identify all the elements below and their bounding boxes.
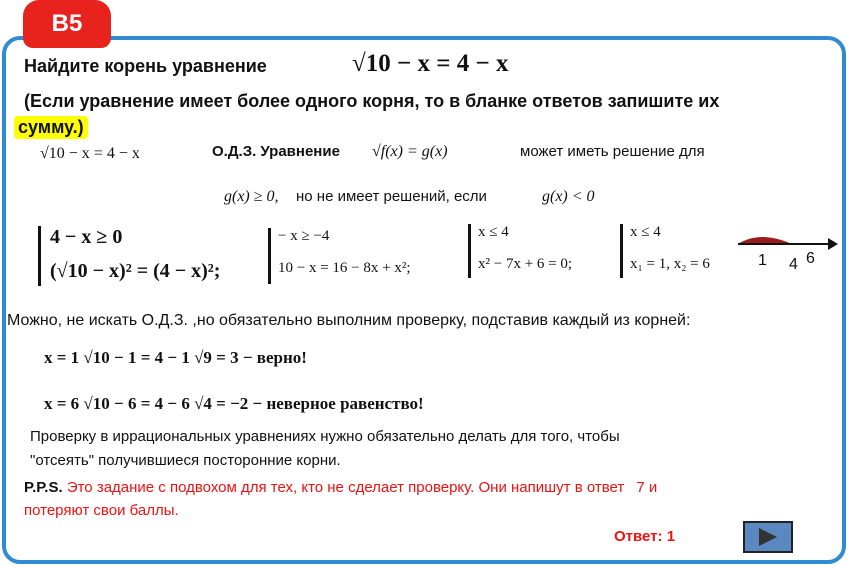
- system-3-line-2: x² − 7x + 6 = 0;: [478, 256, 573, 272]
- check-row-1: x = 1 √10 − 1 = 4 − 1 √9 = 3 − верно!: [44, 348, 307, 367]
- note-line-2: "отсеять" получившиеся посторонние корни.: [30, 452, 341, 469]
- system-1-line-2: (√10 − x)² = (4 − x)²;: [50, 260, 221, 282]
- task-note-line: (Если уравнение имеет более одного корня, то в бланке ответов запишите их: [24, 91, 720, 111]
- answer-label: Ответ: 1: [614, 528, 676, 545]
- odz-text-1: может иметь решение для: [520, 143, 705, 160]
- system-4-line-1: x ≤ 4: [630, 224, 661, 240]
- condition-1: g(x) ≥ 0,: [224, 188, 279, 205]
- pps-text-and: и: [648, 479, 658, 496]
- task-tab: [23, 0, 111, 48]
- point-6-label: 6: [806, 250, 815, 267]
- system-brace-2: [268, 228, 271, 284]
- note-line-1: Проверку в иррациональных уравнениях нужно обязательно делать для того, чтобы: [30, 428, 620, 445]
- arrow-head-icon: [828, 238, 838, 250]
- point-4-label: 4: [789, 256, 798, 273]
- system-2-line-1: − x ≥ −4: [278, 228, 330, 244]
- main-equation: √10 − x = 4 − x: [352, 50, 509, 77]
- check-row-2: x = 6 √10 − 6 = 4 − 6 √4 = −2 − неверное равенство!: [44, 394, 424, 413]
- system-3-line-1: x ≤ 4: [478, 224, 509, 240]
- system-1-line-1: 4 − x ≥ 0: [50, 226, 123, 248]
- system-4-line-2: x₁ = 1, x₂ = 6: [630, 256, 710, 272]
- task-prompt: Найдите корень уравнение: [24, 56, 267, 76]
- odz-label: О.Д.З. Уравнение: [212, 143, 340, 160]
- check-intro: Можно, не искать О.Д.З. ,но обязательно выполним проверку, подставив каждый из корней:: [7, 312, 691, 329]
- next-slide-button[interactable]: [743, 521, 793, 553]
- system-2-line-2: 10 − x = 16 − 8x + x²;: [278, 260, 411, 276]
- system-brace-3: [468, 224, 471, 278]
- pps-label: P.P.S.: [24, 479, 63, 496]
- system-brace-4: [620, 224, 623, 278]
- condition-2: g(x) < 0: [542, 188, 595, 205]
- pps-number: 7: [636, 479, 645, 496]
- pps-text-2: потеряют свои баллы.: [24, 502, 179, 519]
- small-equation: √10 − x = 4 − x: [40, 145, 140, 162]
- point-1-label: 1: [758, 252, 767, 269]
- general-form: √f(x) = g(x): [372, 143, 448, 160]
- odz-text-2: но не имеет решений, если: [296, 188, 487, 205]
- play-arrow-icon: [745, 523, 791, 551]
- number-line: [730, 222, 840, 282]
- task-tab-label: B5: [51, 10, 83, 37]
- shaded-region: [738, 237, 792, 244]
- system-brace-1: [38, 226, 41, 286]
- pps-text: Это задание с подвохом для тех, кто не сделает проверку. Они напишут в ответ: [66, 479, 625, 496]
- task-note-line-highlighted: сумму.): [14, 116, 88, 139]
